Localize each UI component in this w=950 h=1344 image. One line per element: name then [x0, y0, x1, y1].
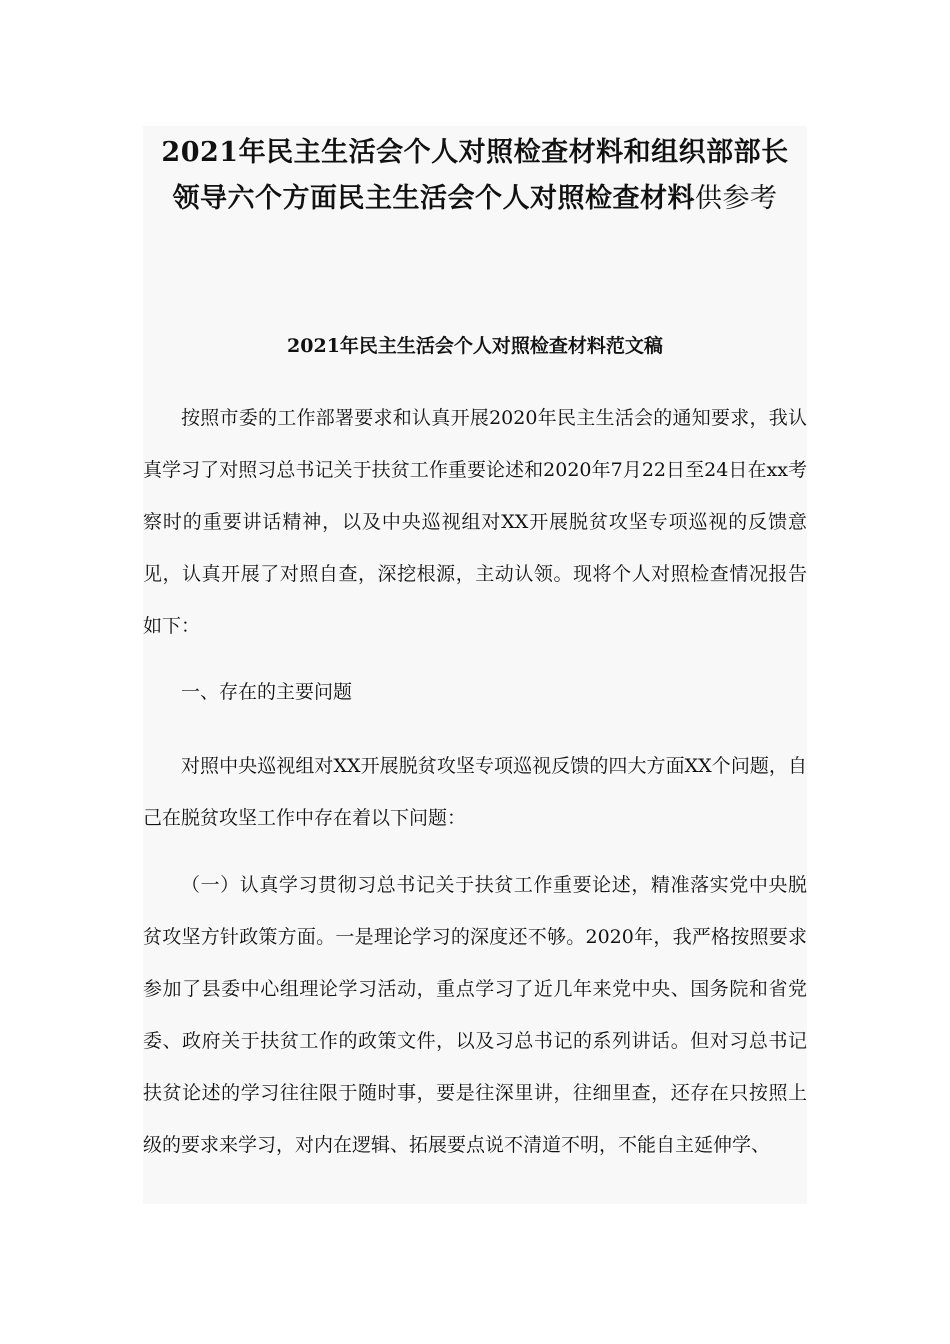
document-subtitle: 2021年民主生活会个人对照检查材料范文稿: [287, 335, 663, 357]
paragraph-problems-intro: 对照中央巡视组对XX开展脱贫攻坚专项巡视反馈的四大方面XX个问题，自己在脱贫攻坚工作中存在着以下问题：: [143, 755, 807, 829]
paragraph-intro: 按照市委的工作部署要求和认真开展2020年民主生活会的通知要求，我认真学习了对照习总书记关于扶贫工作重要论述和2020年7月22日至24日在xx考察时的重要讲话精神，以及中央巡视组对XX开展脱贫攻坚专项巡视的反馈意见，认真开展了对照自查，深挖根源，主动认领。现将个人对照检查情况报告如下：: [143, 407, 807, 637]
section-heading: 一、存在的主要问题: [181, 681, 353, 703]
document-page: [143, 126, 807, 1204]
paragraph-problem-1: （一）认真学习贯彻习总书记关于扶贫工作重要论述，精准落实党中央脱贫攻坚方针政策方面。一是理论学习的深度还不够。2020年，我严格按照要求参加了县委中心组理论学习活动，重点学习了近几年来党中央、国务院和省党委、政府关于扶贫工作的政策文件，以及习总书记的系列讲话。但对习总书记扶贫论述的学习往往限于随时事，要是往深里讲，往细里查，还存在只按照上级的要求来学习，对内在逻辑、拓展要点说不清道不明，不能自主延伸学、: [143, 874, 807, 1156]
title-line-1: 2021年民主生活会个人对照检查材料和组织部部长: [161, 137, 789, 168]
document-title: [143, 130, 807, 222]
title-line-2: 领导六个方面民主生活会个人对照检查材料: [172, 183, 695, 214]
title-suffix: 供参考: [695, 183, 778, 214]
